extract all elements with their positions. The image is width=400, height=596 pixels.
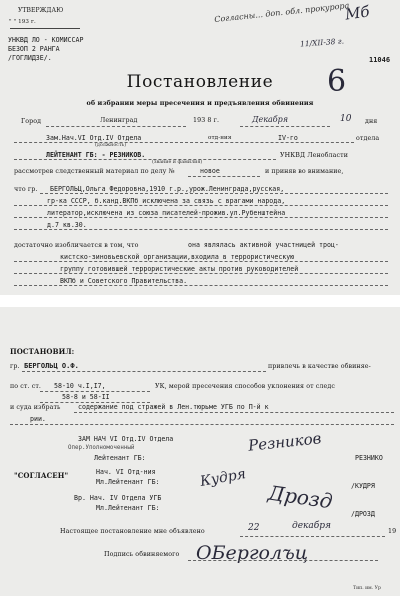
signer2-rank: Мл.Лейтенант ГБ: — [96, 478, 160, 486]
approval-heading: УТВЕРЖДАЮ — [18, 7, 64, 14]
custody-text: содержание под стражей в Лен.тюрьме УГБ по П-й к — [78, 403, 269, 411]
resolution-page-2 — [0, 307, 400, 596]
custody-prefix: и суда избрать — [10, 404, 61, 411]
articles-line-1: 58-10 ч.I,I7, — [54, 382, 106, 390]
accused-line-1: БЕРГОЛЬЦ,Ольга Федоровна,1910 г.р.,урож.Ленинграда,русская, — [50, 185, 285, 193]
day-label: дня — [365, 118, 378, 125]
officer-org: УНКВД Ленобласти — [280, 152, 348, 159]
otd-value: IV-го — [278, 134, 298, 142]
city-label: Город — [21, 118, 42, 125]
case-suffix: и приняв во внимание, — [265, 168, 344, 175]
page-title: Постановление — [126, 72, 274, 92]
otdela-label: отдела — [356, 135, 380, 142]
approver-line-1: УНКВД ЛО - КОМИССАР — [8, 36, 84, 44]
otd-label: отд-ния — [208, 135, 232, 141]
signer3-signature: Дрозд — [266, 480, 335, 514]
articles-line-2: 58-8 и 58-II — [62, 393, 110, 401]
officer-position: Зам.Нач.VI Отд.IV Отдела — [46, 134, 142, 142]
sign-label: Подпись обвиняемого — [104, 551, 180, 558]
signer2-signature: Кудря — [198, 466, 248, 490]
accused-line-3: литератор,исключена из союза писателей-прожив.ул.Рубенштейна — [47, 209, 286, 217]
approval-date: " " 193 г. — [9, 19, 36, 25]
position-caption: (должность) — [95, 143, 127, 148]
signer1-name: РЕЗНИКО — [355, 454, 383, 462]
charge-line-1: она являлась активной участницей троц- — [188, 241, 339, 249]
signer2-name: /КУДРЯ — [351, 482, 375, 490]
year-value: 193 8 г. — [193, 117, 220, 124]
charge-line-2: кистско-зиновьевской организации,входила в террористическую — [60, 253, 295, 261]
resolution-page-1 — [0, 0, 400, 295]
signer1-signature: Резников — [247, 429, 323, 455]
announce-prefix: Настоящее постановление мне объявлено — [60, 528, 205, 535]
case-prefix: рассмотрев следственный материал по делу № — [14, 168, 175, 175]
handwritten-number: 6 — [327, 64, 347, 99]
articles-suffix: УК, мерой пресечения способов уклонения от следс — [155, 383, 335, 390]
accused-name: БЕРГОЛЬЦ О.Ф. — [24, 362, 79, 370]
signer1-rank: Лейтенант ГБ: — [94, 454, 146, 462]
custody-text-2: рии. — [30, 415, 46, 423]
name-caption: (звание и фамилия) — [152, 160, 203, 165]
page-subtitle: об избрании меры пресечения и предъявления обвинения — [86, 99, 314, 107]
signer1-title: ЗАМ НАЧ VI Отд.IV Отдела — [78, 435, 174, 443]
articles-label: по ст. ст. — [10, 383, 42, 390]
signer3-title: Вр. Нач. IV Отдела УГБ — [74, 494, 162, 502]
signer1-position: Опер.Уполномоченный — [68, 445, 135, 451]
accused-suffix: привлечь в качестве обвиняе- — [268, 363, 371, 370]
announce-day: 22 — [248, 523, 260, 533]
charge-prefix: достаточно изобличается в том, что — [14, 242, 139, 249]
prosecutor-note-date: 11/XII-38 г. — [299, 36, 345, 49]
city-value: Ленинград — [100, 117, 138, 124]
accused-signature: ОБерголъц — [196, 542, 309, 564]
gr-label: гр. — [10, 363, 20, 370]
month-value: Декабря — [252, 115, 289, 124]
officer-name: ЛЕЙТЕНАНТ ГБ: - РЕЗНИКОВ. — [46, 151, 146, 159]
prosecutor-note: Согласны... доп. обл. прокурора — [213, 0, 350, 25]
that-label: что гр. — [14, 186, 38, 193]
signer2-title: Нач. VI Отд-ния — [96, 468, 156, 476]
charge-line-4: ВКПб и Советского Правительства. — [60, 277, 188, 285]
print-footer: Тип. им. Ур — [353, 586, 381, 591]
case-number: новое — [200, 167, 220, 175]
archive-number: 11046 — [369, 56, 391, 64]
announce-month: декабря — [292, 521, 331, 531]
charge-line-3: группу готовившей террористические акты против руководителей — [60, 265, 299, 273]
accused-line-2: гр-ка СССР, б.канд.ВКПб исключена за связь с врагами народа, — [47, 197, 286, 205]
signer3-name: /ДРОЗД — [351, 510, 375, 518]
prosecutor-signature: Мб — [343, 2, 371, 24]
day-value: 10 — [340, 114, 352, 124]
postanovil-heading: ПОСТАНОВИЛ: — [10, 347, 75, 356]
announce-year: 19 — [388, 528, 397, 535]
soglasen-label: "СОГЛАСЕН" — [14, 471, 69, 480]
signer3-rank: Мл.Лейтенант ГБ: — [96, 504, 160, 512]
accused-line-4: д.7 кв.30. — [47, 221, 87, 229]
approver-line-3: /ГОГЛИДЗЕ/. — [8, 54, 52, 62]
approver-line-2: БЕЗОП 2 РАНГА — [8, 45, 60, 53]
